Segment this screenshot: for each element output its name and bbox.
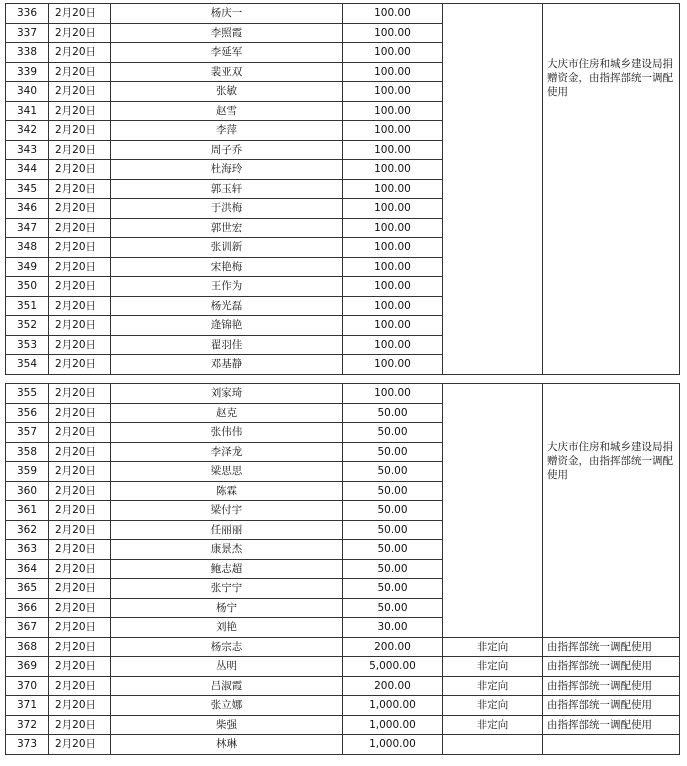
donation-amount: 1,000.00 <box>343 696 443 716</box>
donation-amount: 100.00 <box>343 23 443 43</box>
donation-date: 2月20日 <box>49 735 111 755</box>
donor-name: 王作为 <box>111 277 343 297</box>
donation-amount: 50.00 <box>343 462 443 482</box>
donation-amount: 200.00 <box>343 676 443 696</box>
donation-date: 2月20日 <box>49 676 111 696</box>
row-number: 364 <box>6 559 49 579</box>
donation-amount: 50.00 <box>343 442 443 462</box>
donation-date: 2月20日 <box>49 481 111 501</box>
donation-amount: 50.00 <box>343 540 443 560</box>
donation-date: 2月20日 <box>49 462 111 482</box>
donation-date: 2月20日 <box>49 43 111 63</box>
row-number: 337 <box>6 23 49 43</box>
donation-date: 2月20日 <box>49 618 111 638</box>
row-number: 363 <box>6 540 49 560</box>
usage-note: 由指挥部统一调配使用 <box>543 637 680 657</box>
donation-type: 非定向 <box>443 676 543 696</box>
row-number: 346 <box>6 199 49 219</box>
donor-name: 梁付宇 <box>111 501 343 521</box>
donor-name: 杨庆一 <box>111 4 343 24</box>
row-number: 357 <box>6 423 49 443</box>
row-number: 344 <box>6 160 49 180</box>
donation-type-empty <box>443 4 543 375</box>
donation-date: 2月20日 <box>49 442 111 462</box>
row-number: 347 <box>6 218 49 238</box>
donation-amount: 100.00 <box>343 218 443 238</box>
donor-name: 吕淑霞 <box>111 676 343 696</box>
donation-table-upper-body <box>6 4 680 375</box>
donation-date: 2月20日 <box>49 140 111 160</box>
row-number: 343 <box>6 140 49 160</box>
row-number: 338 <box>6 43 49 63</box>
donation-amount: 100.00 <box>343 257 443 277</box>
donation-amount: 100.00 <box>343 238 443 258</box>
donation-amount: 50.00 <box>343 598 443 618</box>
row-number: 359 <box>6 462 49 482</box>
donor-name: 张训新 <box>111 238 343 258</box>
donation-amount: 50.00 <box>343 481 443 501</box>
donation-date: 2月20日 <box>49 657 111 677</box>
usage-note: 由指挥部统一调配使用 <box>543 715 680 735</box>
donor-name: 李照霞 <box>111 23 343 43</box>
row-number: 350 <box>6 277 49 297</box>
donation-amount: 100.00 <box>343 335 443 355</box>
donation-date: 2月20日 <box>49 101 111 121</box>
donor-name: 杨光磊 <box>111 296 343 316</box>
donation-amount: 100.00 <box>343 199 443 219</box>
donor-name: 张伟伟 <box>111 423 343 443</box>
donation-table-lower <box>5 383 680 755</box>
donor-name: 张宁宁 <box>111 579 343 599</box>
donor-name: 陈霖 <box>111 481 343 501</box>
donation-date: 2月20日 <box>49 82 111 102</box>
donation-amount: 50.00 <box>343 423 443 443</box>
donation-amount: 100.00 <box>343 384 443 404</box>
donation-amount: 100.00 <box>343 140 443 160</box>
donation-amount: 100.00 <box>343 355 443 375</box>
row-number: 367 <box>6 618 49 638</box>
donor-name: 翟羽佳 <box>111 335 343 355</box>
donation-date: 2月20日 <box>49 540 111 560</box>
donation-date: 2月20日 <box>49 316 111 336</box>
donation-date: 2月20日 <box>49 598 111 618</box>
donation-type: 非定向 <box>443 657 543 677</box>
donation-amount: 100.00 <box>343 179 443 199</box>
donation-amount: 100.00 <box>343 296 443 316</box>
donor-name: 周子乔 <box>111 140 343 160</box>
donor-name: 张立娜 <box>111 696 343 716</box>
table-row <box>6 384 680 404</box>
donor-name: 宋艳梅 <box>111 257 343 277</box>
donation-date: 2月20日 <box>49 160 111 180</box>
usage-note-text: 大庆市住房和城乡建设局捐赠资金，由指挥部统一调配使用 <box>547 58 673 98</box>
row-number: 354 <box>6 355 49 375</box>
donation-date: 2月20日 <box>49 637 111 657</box>
donor-name: 柴强 <box>111 715 343 735</box>
donor-name: 李延军 <box>111 43 343 63</box>
donation-type: 非定向 <box>443 696 543 716</box>
donation-type: 非定向 <box>443 637 543 657</box>
donation-date: 2月20日 <box>49 199 111 219</box>
donor-name: 李泽龙 <box>111 442 343 462</box>
donation-amount: 5,000.00 <box>343 657 443 677</box>
row-number: 360 <box>6 481 49 501</box>
table-row <box>6 735 680 755</box>
donation-amount: 100.00 <box>343 277 443 297</box>
donation-amount: 100.00 <box>343 62 443 82</box>
donor-name: 杨宁 <box>111 598 343 618</box>
donor-name: 郭玉轩 <box>111 179 343 199</box>
row-number: 353 <box>6 335 49 355</box>
row-number: 345 <box>6 179 49 199</box>
donation-amount: 50.00 <box>343 559 443 579</box>
donation-amount: 200.00 <box>343 637 443 657</box>
row-number: 368 <box>6 637 49 657</box>
donation-date: 2月20日 <box>49 384 111 404</box>
donation-date: 2月20日 <box>49 257 111 277</box>
donor-name: 裴亚双 <box>111 62 343 82</box>
donation-date: 2月20日 <box>49 4 111 24</box>
donation-amount: 100.00 <box>343 121 443 141</box>
donation-date: 2月20日 <box>49 277 111 297</box>
donor-name: 杨宗志 <box>111 637 343 657</box>
donation-date: 2月20日 <box>49 579 111 599</box>
row-number: 365 <box>6 579 49 599</box>
donation-date: 2月20日 <box>49 121 111 141</box>
row-number: 358 <box>6 442 49 462</box>
row-number: 351 <box>6 296 49 316</box>
donor-name: 郭世宏 <box>111 218 343 238</box>
donation-amount: 1,000.00 <box>343 715 443 735</box>
donation-date: 2月20日 <box>49 696 111 716</box>
row-number: 348 <box>6 238 49 258</box>
donation-date: 2月20日 <box>49 355 111 375</box>
donation-amount: 30.00 <box>343 618 443 638</box>
donation-amount: 50.00 <box>343 520 443 540</box>
donation-amount: 100.00 <box>343 4 443 24</box>
donation-date: 2月20日 <box>49 23 111 43</box>
row-number: 349 <box>6 257 49 277</box>
donation-type-empty <box>443 384 543 638</box>
donation-amount: 100.00 <box>343 316 443 336</box>
donor-name: 赵雪 <box>111 101 343 121</box>
usage-note: 由指挥部统一调配使用 <box>543 657 680 677</box>
donor-name: 康景杰 <box>111 540 343 560</box>
usage-note-text: 大庆市住房和城乡建设局捐赠资金，由指挥部统一调配使用 <box>547 441 673 481</box>
table-row <box>6 676 680 696</box>
donation-date: 2月20日 <box>49 238 111 258</box>
donation-date: 2月20日 <box>49 501 111 521</box>
usage-note-merged <box>543 384 680 638</box>
row-number: 339 <box>6 62 49 82</box>
donation-amount: 1,000.00 <box>343 735 443 755</box>
donor-name: 逄锦艳 <box>111 316 343 336</box>
donor-name: 鲍志超 <box>111 559 343 579</box>
donor-name: 赵克 <box>111 403 343 423</box>
row-number: 352 <box>6 316 49 336</box>
row-number: 373 <box>6 735 49 755</box>
donation-table-upper <box>5 3 680 375</box>
donor-name: 于洪梅 <box>111 199 343 219</box>
donation-amount: 50.00 <box>343 403 443 423</box>
donor-name: 任丽丽 <box>111 520 343 540</box>
row-number: 371 <box>6 696 49 716</box>
usage-note-merged <box>543 4 680 375</box>
donor-name: 林琳 <box>111 735 343 755</box>
row-number: 340 <box>6 82 49 102</box>
donation-amount: 100.00 <box>343 160 443 180</box>
donor-name: 邓基静 <box>111 355 343 375</box>
donation-date: 2月20日 <box>49 403 111 423</box>
donation-amount: 100.00 <box>343 82 443 102</box>
usage-note: 由指挥部统一调配使用 <box>543 696 680 716</box>
donation-date: 2月20日 <box>49 423 111 443</box>
donation-amount: 100.00 <box>343 101 443 121</box>
donor-name: 李萍 <box>111 121 343 141</box>
table-row <box>6 657 680 677</box>
donation-date: 2月20日 <box>49 218 111 238</box>
donation-amount: 50.00 <box>343 501 443 521</box>
row-number: 369 <box>6 657 49 677</box>
usage-note <box>543 735 680 755</box>
row-number: 362 <box>6 520 49 540</box>
row-number: 361 <box>6 501 49 521</box>
row-number: 342 <box>6 121 49 141</box>
row-number: 341 <box>6 101 49 121</box>
donation-amount: 100.00 <box>343 43 443 63</box>
donation-table-lower-body <box>6 384 680 755</box>
donation-date: 2月20日 <box>49 296 111 316</box>
donor-name: 杜海玲 <box>111 160 343 180</box>
row-number: 370 <box>6 676 49 696</box>
row-number: 336 <box>6 4 49 24</box>
table-row <box>6 715 680 735</box>
donor-name: 梁思思 <box>111 462 343 482</box>
donor-name: 刘艳 <box>111 618 343 638</box>
donation-date: 2月20日 <box>49 715 111 735</box>
usage-note: 由指挥部统一调配使用 <box>543 676 680 696</box>
donation-date: 2月20日 <box>49 179 111 199</box>
table-row <box>6 696 680 716</box>
row-number: 372 <box>6 715 49 735</box>
row-number: 355 <box>6 384 49 404</box>
donation-amount: 50.00 <box>343 579 443 599</box>
donation-date: 2月20日 <box>49 62 111 82</box>
donation-type <box>443 735 543 755</box>
donor-name: 张敏 <box>111 82 343 102</box>
donor-name: 丛明 <box>111 657 343 677</box>
row-number: 366 <box>6 598 49 618</box>
donation-date: 2月20日 <box>49 559 111 579</box>
donor-name: 刘家琦 <box>111 384 343 404</box>
donation-type: 非定向 <box>443 715 543 735</box>
donation-date: 2月20日 <box>49 520 111 540</box>
row-number: 356 <box>6 403 49 423</box>
donation-date: 2月20日 <box>49 335 111 355</box>
table-row <box>6 637 680 657</box>
table-row <box>6 4 680 24</box>
